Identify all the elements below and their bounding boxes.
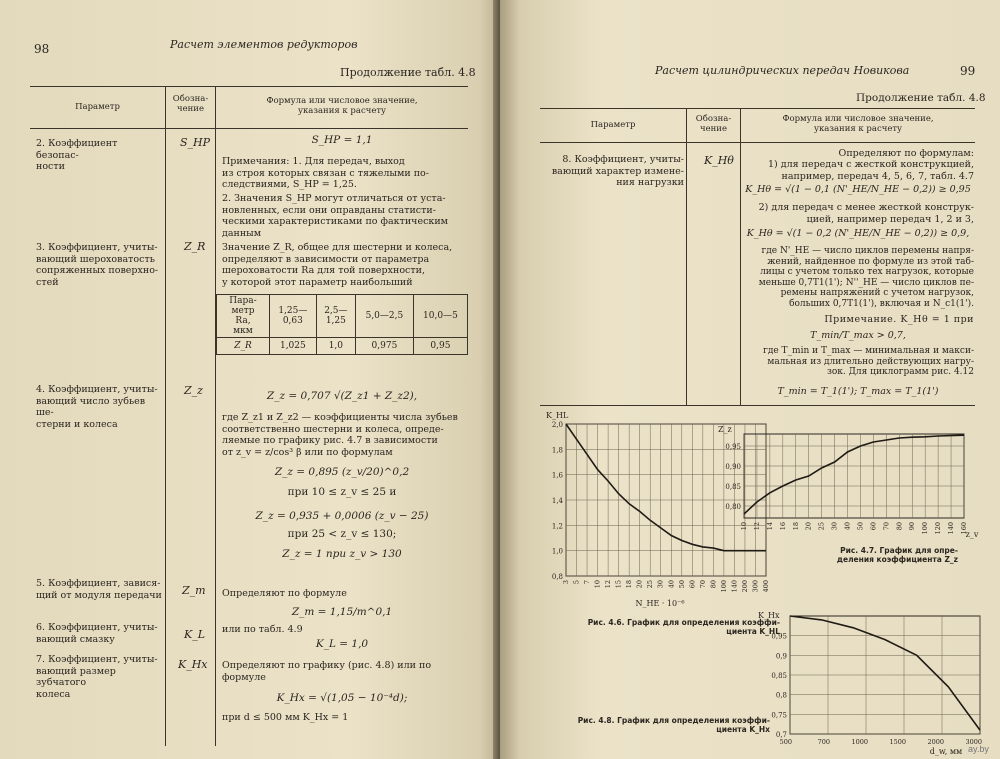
x-tick-label: 5 bbox=[572, 580, 581, 585]
x-tick-label: 120 bbox=[934, 522, 943, 535]
row7-formula2: при d ≤ 500 мм K_Hx = 1 bbox=[222, 712, 349, 723]
row8-formula3: T_min/T_max > 0,7, bbox=[810, 330, 906, 341]
y-tick-label: 1,6 bbox=[551, 471, 563, 480]
khl-chart-caption: Рис. 4.6. График для определения коэффи- циента K_HL bbox=[587, 618, 780, 636]
row8-line2: 1) для передач с жесткой конструкцией, например, передач 4, 5, 6, 7, табл. 4.7 bbox=[767, 159, 974, 182]
x-tick-label: 40 bbox=[667, 580, 676, 589]
x-tick-label: 7 bbox=[583, 580, 592, 585]
x-axis-label: N_HE · 10⁻⁶ bbox=[635, 599, 685, 608]
row2-note2: 2. Значения S_HP могут отличаться от уста- новленных, если они оправданы статисти- ческими характеристиками по фактическим данным bbox=[222, 193, 449, 239]
roughness-value-cell: 0,95 bbox=[413, 338, 467, 355]
x-axis-label: d_w, мм bbox=[929, 747, 963, 756]
row6-text: или по табл. 4.9 bbox=[222, 624, 303, 635]
x-tick-label: 70 bbox=[698, 580, 707, 589]
y-tick-label: 0,85 bbox=[771, 672, 787, 680]
x-axis-label: z_v bbox=[965, 530, 979, 539]
right-continuation: Продолжение табл. 4.8 bbox=[856, 92, 986, 104]
row4-formula1: Z_z = 0,707 √(Z_z1 + Z_z2), bbox=[266, 390, 418, 402]
row2-note1: Примечания: 1. Для передач, выход из строя которых связан с тяжелыми по- следствиями, S_HP = 1,25. bbox=[222, 156, 429, 190]
x-tick-label: 400 bbox=[762, 580, 770, 593]
y-tick-label: 0,75 bbox=[771, 711, 787, 720]
x-tick-label: 25 bbox=[646, 580, 655, 589]
roughness-header-cell: 1,25— 0,63 bbox=[270, 295, 317, 338]
x-tick-label: 30 bbox=[830, 522, 839, 531]
y-tick-label: 0,9 bbox=[775, 652, 787, 661]
row5-symbol: Z_m bbox=[182, 584, 206, 597]
row4-text: где Z_z1 и Z_z2 — коэффициенты числа зубьев соответственно шестерни и колеса, опреде- ляемые по графику рис. 4.7 в зависимости от z_v = z/cos³ β или по формулам bbox=[222, 412, 458, 458]
row8-symbol: K_Hθ bbox=[704, 154, 734, 167]
y-axis-label: Z_z bbox=[718, 425, 732, 434]
row7-formula: K_Hx = √(1,05 − 10⁻⁴d); bbox=[276, 692, 408, 704]
left-continuation: Продолжение табл. 4.8 bbox=[340, 66, 476, 79]
y-axis-label: K_HL bbox=[546, 411, 569, 420]
x-tick-label: 2000 bbox=[927, 738, 944, 746]
row3-param: 3. Коэффициент, учиты- вающий шероховатость сопряженных поверхно- стей bbox=[36, 242, 159, 288]
row7-text: Определяют по графику (рис. 4.8) или по формуле bbox=[222, 660, 432, 683]
row8-formula4: T_min = T_1(1'); T_max = T_1(1') bbox=[777, 386, 939, 397]
x-tick-label: 3 bbox=[562, 580, 570, 585]
roughness-header-row bbox=[217, 295, 468, 338]
row2-symbol: S_HP bbox=[180, 136, 211, 149]
roughness-value-cell: Z_R bbox=[217, 338, 270, 355]
x-tick-label: 80 bbox=[895, 522, 904, 531]
row2-param: 2. Коэффициент безопас- ности bbox=[36, 138, 118, 172]
x-tick-label: 15 bbox=[614, 580, 623, 589]
row5-text: Определяют по формуле bbox=[222, 588, 347, 599]
row3-text: Значение Z_R, общее для шестерни и колеса, определяют в зависимости от параметра шероховатости Ra для той поверхности, у которой этот параметр наибольший bbox=[222, 242, 453, 288]
roughness-value-row bbox=[217, 338, 468, 355]
y-tick-label: 0,95 bbox=[771, 632, 787, 641]
x-tick-label: 140 bbox=[947, 522, 956, 535]
x-tick-label: 10 bbox=[593, 580, 602, 589]
left-running-title: Расчет элементов редукторов bbox=[170, 38, 358, 51]
y-axis-label: K_Hx bbox=[758, 611, 780, 620]
roughness-value-cell: 0,975 bbox=[356, 338, 414, 355]
right-col-divider-2 bbox=[740, 108, 741, 405]
x-tick-label: 16 bbox=[778, 522, 787, 531]
y-tick-label: 1,0 bbox=[551, 547, 563, 556]
x-tick-label: 12 bbox=[752, 522, 761, 531]
row2-formula: S_HP = 1,1 bbox=[311, 134, 373, 146]
x-tick-label: 160 bbox=[960, 522, 968, 535]
row4-symbol: Z_z bbox=[184, 384, 203, 397]
x-tick-label: 140 bbox=[730, 580, 739, 593]
col-header-param: Параметр bbox=[75, 102, 120, 112]
row8-note: Примечание. K_Hθ = 1 при bbox=[824, 314, 974, 325]
row6-param: 6. Коэффициент, учиты- вающий смазку bbox=[36, 622, 158, 645]
right-running-title: Расчет цилиндрических передач Новикова bbox=[655, 64, 910, 77]
y-tick-label: 0,90 bbox=[725, 463, 741, 471]
y-tick-label: 0,95 bbox=[725, 443, 741, 451]
x-tick-label: 700 bbox=[817, 738, 830, 746]
col-header-formula: Формула или числовое значение, указания к расчету bbox=[266, 96, 418, 116]
khx-chart-caption: Рис. 4.8. График для определения коэффи- циента K_Hx bbox=[577, 716, 770, 734]
x-tick-label: 1000 bbox=[851, 738, 868, 746]
x-tick-label: 20 bbox=[635, 580, 644, 589]
x-tick-label: 14 bbox=[765, 522, 774, 531]
row7-symbol: K_Hx bbox=[178, 658, 208, 671]
x-tick-label: 40 bbox=[843, 522, 852, 531]
table-header-rule bbox=[30, 128, 468, 129]
y-tick-label: 0,8 bbox=[551, 573, 563, 581]
right-col-divider-1 bbox=[686, 108, 687, 405]
roughness-value-cell: 1,025 bbox=[270, 338, 317, 355]
right-page bbox=[500, 0, 1000, 759]
row4-formula2-cond: при 10 ≤ z_v ≤ 25 и bbox=[287, 486, 397, 498]
series-line bbox=[744, 435, 964, 514]
row4-formula4: Z_z = 1 при z_v > 130 bbox=[282, 548, 402, 560]
row6-symbol: K_L bbox=[184, 628, 206, 641]
x-tick-label: 12 bbox=[604, 580, 613, 589]
x-tick-label: 100 bbox=[921, 522, 930, 535]
row4-formula3-cond: при 25 < z_v ≤ 130; bbox=[287, 528, 397, 540]
row6-formula: K_L = 1,0 bbox=[315, 638, 369, 650]
y-tick-label: 0,8 bbox=[775, 691, 787, 700]
roughness-header-cell: 5,0—2,5 bbox=[356, 295, 414, 338]
x-tick-label: 3000 bbox=[965, 738, 982, 746]
row8-line4: где N'_HE — число циклов перемены напря- жений, найденное по формуле из этой таб- лицы с учетом только тех нагрузок, которые меньше 0,7T1(1'); N''_HE — число циклов пе- ремены напряжений с учетом нагрузок, больших 0,7T1(1'), включая и N_c1(1'). bbox=[758, 246, 974, 309]
y-tick-label: 0,80 bbox=[725, 503, 741, 511]
x-tick-label: 60 bbox=[688, 580, 697, 589]
y-tick-label: 0,7 bbox=[775, 731, 787, 739]
row8-formula1: K_Hθ = √(1 − 0,1 (N'_HE/N_HE − 0,2)) ≥ 0,95 bbox=[745, 184, 971, 195]
x-tick-label: 10 bbox=[740, 522, 748, 531]
row7-param: 7. Коэффициент, учиты- вающий размер зубчатого колеса bbox=[36, 654, 158, 700]
x-tick-label: 200 bbox=[740, 580, 749, 593]
roughness-header-cell: 2,5— 1,25 bbox=[316, 295, 355, 338]
x-tick-label: 50 bbox=[856, 522, 865, 531]
row4-param: 4. Коэффициент, учиты- вающий число зубьев ше- стерни и колеса bbox=[36, 384, 158, 430]
right-table-bottom-rule bbox=[540, 405, 975, 406]
plot-frame bbox=[744, 434, 964, 518]
right-table-header-rule bbox=[540, 142, 975, 143]
x-tick-label: 1500 bbox=[889, 738, 906, 746]
roughness-table bbox=[216, 294, 468, 355]
row8-formula2: K_Hθ = √(1 − 0,2 (N'_HE/N_HE − 0,2)) ≥ 0,9, bbox=[746, 228, 970, 239]
y-tick-label: 2,0 bbox=[551, 421, 563, 429]
x-tick-label: 80 bbox=[709, 580, 718, 589]
x-tick-label: 100 bbox=[719, 580, 728, 593]
table-top-rule bbox=[30, 86, 468, 87]
roughness-value-cell: 1,0 bbox=[316, 338, 355, 355]
row5-formula: Z_m = 1,15/m^0,1 bbox=[291, 606, 393, 618]
x-tick-label: 18 bbox=[791, 522, 800, 531]
y-tick-label: 1,4 bbox=[551, 497, 563, 505]
right-col-header-symbol: Обозна- чение bbox=[695, 114, 732, 134]
row4-formula3: Z_z = 0,935 + 0,0006 (z_v − 25) bbox=[255, 510, 429, 522]
row8-line5: где T_min и T_max — минимальная и макси- мальная из длительно действующих нагру- зок. Для циклограмм рис. 4.12 bbox=[763, 346, 974, 378]
row4-formula2: Z_z = 0,895 (z_v/20)^0,2 bbox=[274, 466, 410, 478]
x-tick-label: 50 bbox=[677, 580, 686, 589]
x-tick-label: 500 bbox=[779, 738, 792, 746]
watermark: ay.by bbox=[968, 744, 989, 754]
x-tick-label: 18 bbox=[625, 580, 634, 589]
right-table-top-rule bbox=[540, 108, 975, 109]
x-tick-label: 25 bbox=[817, 522, 826, 531]
x-tick-label: 300 bbox=[751, 580, 760, 593]
zz-chart-caption: Рис. 4.7. График для опре- деления коэффициента Z_z bbox=[836, 546, 958, 564]
row8-param: 8. Коэффициент, учиты- вающий характер измене- ния нагрузки bbox=[551, 154, 684, 188]
row3-symbol: Z_R bbox=[184, 240, 206, 253]
x-tick-label: 70 bbox=[882, 522, 891, 531]
x-tick-label: 90 bbox=[908, 522, 917, 531]
right-page-number: 99 bbox=[960, 64, 976, 78]
col-header-symbol: Обозна- чение bbox=[172, 94, 209, 114]
khx-chart bbox=[750, 608, 995, 758]
row5-param: 5. Коэффициент, завися- щий от модуля передачи bbox=[36, 578, 162, 601]
roughness-header-cell: 10,0—5 bbox=[413, 295, 467, 338]
y-tick-label: 1,8 bbox=[551, 446, 563, 455]
left-page-number: 98 bbox=[34, 42, 50, 56]
row8-line3: 2) для передач с менее жесткой конструк- цией, например передач 1, 2 и 3, bbox=[758, 202, 974, 225]
series-line bbox=[790, 616, 980, 730]
y-tick-label: 1,2 bbox=[551, 522, 563, 531]
x-tick-label: 60 bbox=[869, 522, 878, 531]
zz-chart bbox=[710, 422, 980, 542]
right-col-header-param: Параметр bbox=[590, 120, 636, 130]
roughness-header-cell: Пара- метр Ra, мкм bbox=[217, 295, 270, 338]
x-tick-label: 30 bbox=[656, 580, 665, 589]
col-divider-1 bbox=[165, 86, 166, 746]
y-tick-label: 0,85 bbox=[725, 483, 741, 491]
right-col-header-formula: Формула или числовое значение, указания к расчету bbox=[782, 114, 934, 134]
x-tick-label: 20 bbox=[804, 522, 813, 531]
row8-line1: Определяют по формулам: bbox=[838, 148, 974, 159]
